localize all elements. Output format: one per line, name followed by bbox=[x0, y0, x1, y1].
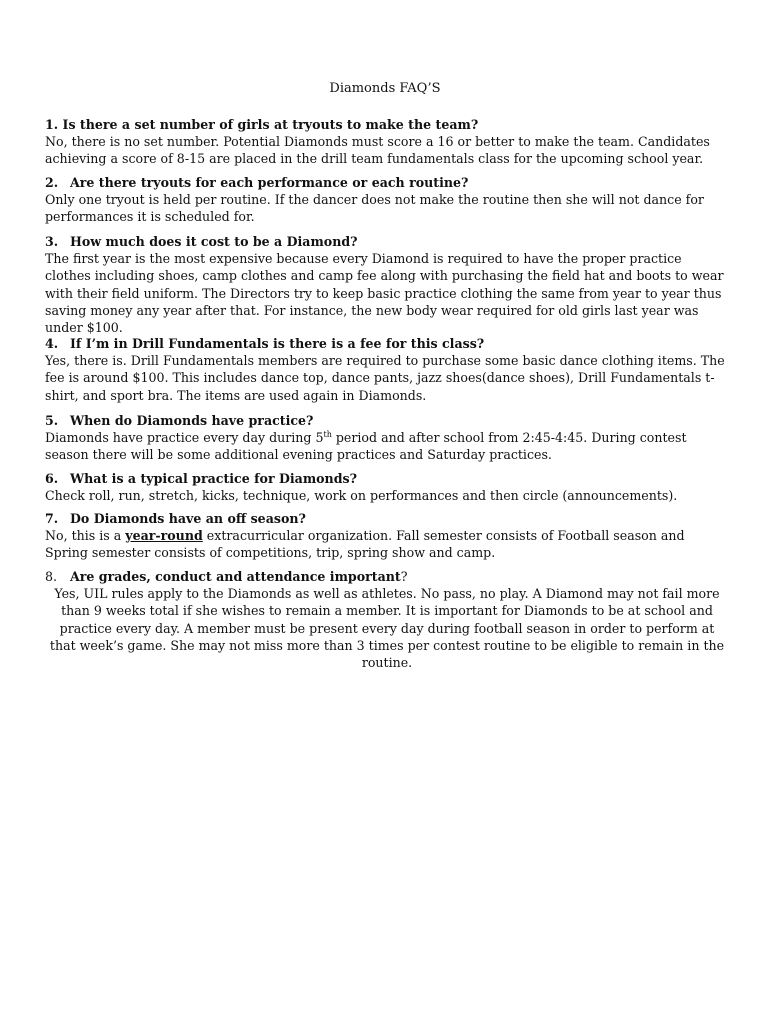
faq-question-1 bbox=[45, 116, 729, 133]
faq-number-2: 2. bbox=[45, 175, 59, 190]
faq-answer-7 bbox=[45, 527, 729, 561]
faq-answer-2: Only one tryout is held per routine. If the dancer does not make the routine then she will not dance for performances it is scheduled for. bbox=[45, 192, 704, 225]
faq-answer-7-emphasis: year-round bbox=[125, 528, 203, 544]
faq-question-3 bbox=[45, 233, 729, 250]
faq-question-8-tail: ? bbox=[400, 569, 408, 584]
faq-number-3: 3. bbox=[45, 234, 59, 249]
faq-question-text-4: If I’m in Drill Fundamentals is there is a fee for this class? bbox=[70, 336, 485, 351]
faq-question-4 bbox=[45, 335, 729, 352]
faq-question-text-1: Is there a set number of girls at tryouts to make the team? bbox=[62, 117, 479, 132]
faq-item-2 bbox=[45, 174, 729, 226]
faq-question-7 bbox=[45, 510, 729, 527]
faq-number-7: 7. bbox=[45, 511, 59, 526]
faq-number-6: 6. bbox=[45, 471, 59, 486]
faq-answer-5-part-2: period and after school from 2:45-4:45. During contest season there will be some additional evening practices and Saturday practices. bbox=[45, 430, 687, 463]
faq-number-4: 4. bbox=[45, 336, 59, 351]
faq-answer-5-part-1: Diamonds have practice every day during 5 bbox=[45, 430, 324, 446]
faq-answer-4: Yes, there is. Drill Fundamentals members are required to purchase some basic dance clothing items. The fee is around $100. This includes dance top, dance pants, jazz shoes(dance shoes), Drill Fundamentals t-shirt, and sport bra. The items are used again in Diamonds. bbox=[45, 353, 725, 403]
faq-item-7 bbox=[45, 510, 729, 562]
faq-item-6 bbox=[45, 470, 729, 504]
faq-answer-8: Yes, UIL rules apply to the Diamonds as well as athletes. No pass, no play. A Diamond may not fail more than 9 weeks total if she wishes to remain a member. It is important for Diamonds to be at school and practice every day. A member must be present every day during football season in order to perform at that week’s game. She may not miss more than 3 times per contest routine to be eligible to remain in the routine. bbox=[49, 586, 725, 671]
faq-item-8 bbox=[45, 568, 729, 671]
faq-answer-7-part-1: No, this is a bbox=[45, 528, 126, 544]
faq-question-text-3: How much does it cost to be a Diamond? bbox=[70, 234, 358, 249]
faq-question-5 bbox=[45, 412, 729, 429]
faq-item-3 bbox=[45, 233, 729, 336]
faq-question-text-2: Are there tryouts for each performance or each routine? bbox=[70, 175, 469, 190]
faq-item-1 bbox=[45, 116, 729, 168]
faq-question-6 bbox=[45, 470, 729, 487]
faq-number-5: 5. bbox=[45, 413, 59, 428]
faq-question-2 bbox=[45, 174, 729, 191]
faq-answer-1: No, there is no set number. Potential Diamonds must score a 16 or better to make the team. Candidates achieving a score of 8-15 are placed in the drill team fundamentals class for the upcoming school year. bbox=[45, 134, 710, 167]
faq-number-1: 1. bbox=[45, 117, 59, 132]
faq-question-text-8: Are grades, conduct and attendance important bbox=[70, 569, 401, 584]
faq-question-text-7: Do Diamonds have an off season? bbox=[70, 511, 306, 526]
faq-answer-6: Check roll, run, stretch, kicks, technique, work on performances and then circle (announcements). bbox=[45, 488, 678, 504]
faq-number-8: 8. bbox=[45, 569, 58, 584]
faq-question-8 bbox=[45, 568, 729, 585]
faq-answer-5 bbox=[45, 429, 729, 463]
faq-answer-7-part-2: extracurricular organization. Fall semester consists of Football season and Spring semester consists of competitions, trip, spring show and camp. bbox=[45, 528, 685, 561]
faq-question-text-5: When do Diamonds have practice? bbox=[70, 413, 314, 428]
faq-item-4 bbox=[45, 335, 729, 404]
faq-answer-5-superscript: th bbox=[323, 430, 332, 440]
faq-answer-3: The first year is the most expensive because every Diamond is required to have the proper practice clothes including shoes, camp clothes and camp fee along with purchasing the field hat and boots to wear with their field uniform. The Directors try to keep basic practice clothing the same from year to year thus saving money any year after that. For instance, the new body wear required for old girls last year was under $100. bbox=[45, 251, 724, 336]
document-title: Diamonds FAQ’S bbox=[329, 81, 441, 96]
faq-item-5 bbox=[45, 412, 729, 464]
faq-question-text-6: What is a typical practice for Diamonds? bbox=[70, 471, 357, 486]
